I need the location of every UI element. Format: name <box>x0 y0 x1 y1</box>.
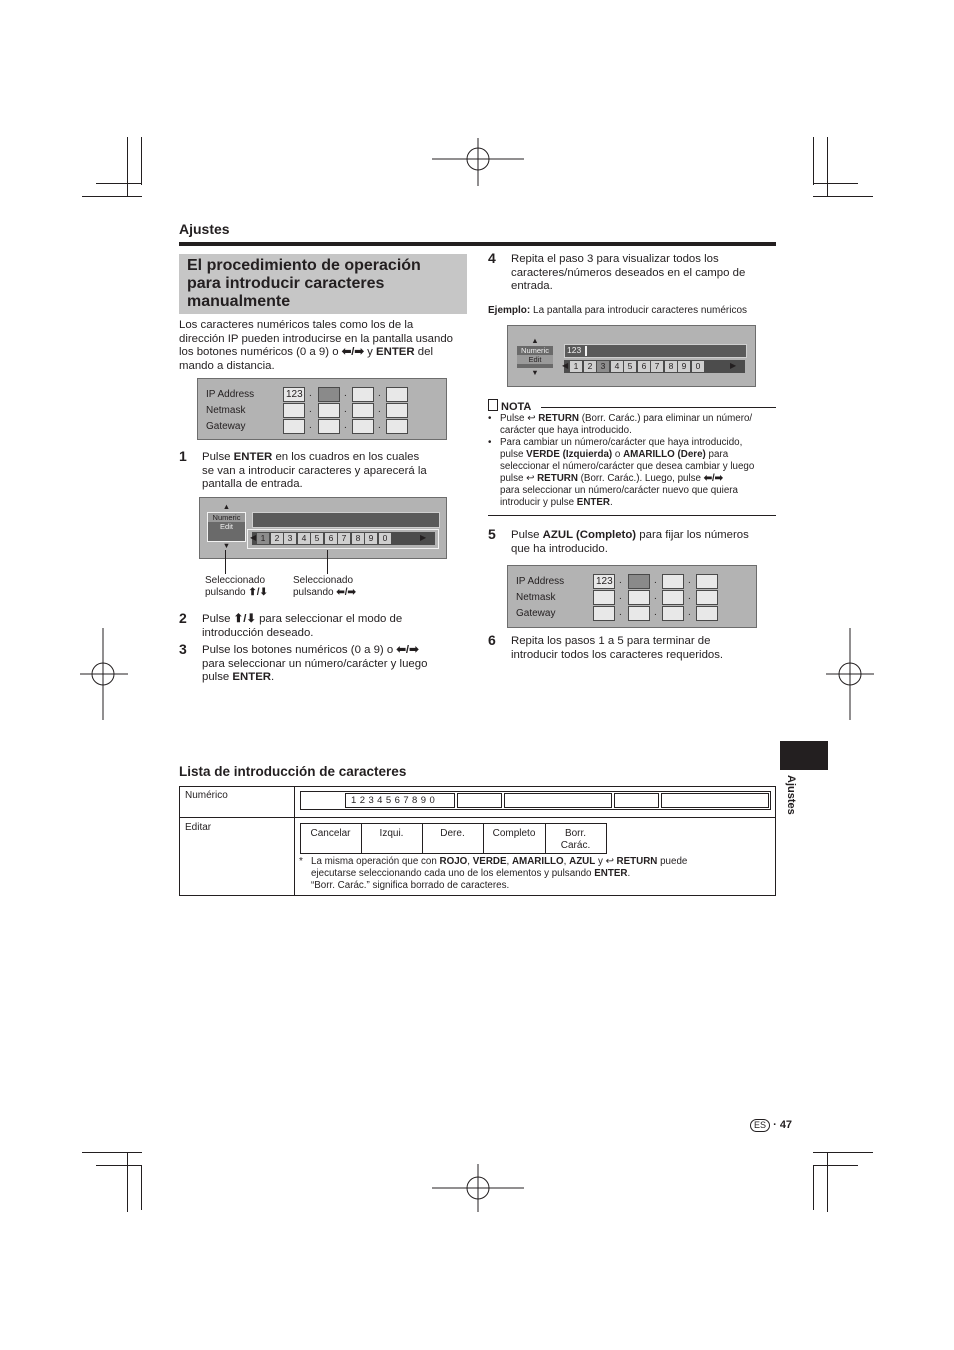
row-label-numeric: Numérico <box>185 790 228 801</box>
intro-line: dirección IP pueden introducirse en la pantalla usando <box>179 332 453 345</box>
registration-mark-top <box>432 138 524 186</box>
key-5[interactable]: 5 <box>624 361 636 372</box>
footnote-star: * <box>299 856 303 867</box>
fn-text: , <box>467 856 473 867</box>
caption-text <box>205 587 268 599</box>
step-line <box>202 671 467 685</box>
dot: . <box>344 388 347 399</box>
step-text: para seleccionar el modo de <box>255 613 403 625</box>
key-7[interactable]: 7 <box>338 533 350 544</box>
intro-line: mando a distancia. <box>179 359 275 372</box>
dot: . <box>619 607 622 618</box>
netmask-field[interactable] <box>386 403 408 418</box>
entry-input-field[interactable] <box>252 512 440 528</box>
key-8[interactable]: 8 <box>665 361 677 372</box>
note-rule-top <box>541 407 776 408</box>
registration-mark-right <box>826 628 874 720</box>
mode-numeric[interactable]: Numeric <box>521 346 549 355</box>
azul-label: AZUL (Completo) <box>542 529 637 541</box>
step-line <box>202 644 467 658</box>
note-text: (Borr. Carác.). Luego, pulse <box>577 473 704 484</box>
numeric-box <box>614 793 659 808</box>
note-icon <box>488 399 498 411</box>
left-right-arrows-icon: ⬅/➡ <box>396 644 419 656</box>
fn-text: La misma operación que con <box>311 856 440 867</box>
enter-key-label: ENTER <box>594 868 628 879</box>
step-3-text <box>202 644 467 685</box>
note-text: o <box>612 449 624 460</box>
heading <box>187 257 462 311</box>
note-title: NOTA <box>501 401 532 413</box>
netmask-field[interactable] <box>696 590 718 605</box>
ip-field[interactable]: 123 <box>283 387 305 402</box>
note-text: introducir y pulse <box>500 497 577 508</box>
key-6[interactable]: 6 <box>638 361 650 372</box>
step-2-text <box>202 613 467 640</box>
note-text: pulse <box>500 449 527 460</box>
step-text: Pulse los botones numéricos (0 a 9) o <box>202 644 397 656</box>
netmask-field[interactable] <box>628 590 650 605</box>
up-down-arrows-icon: ⬆/⬇ <box>248 587 268 598</box>
gateway-field[interactable] <box>696 606 718 621</box>
caption-text: pulsando <box>293 587 337 598</box>
step-text: Pulse <box>511 529 543 541</box>
enter-key-label: ENTER <box>576 497 610 508</box>
step-text: . <box>271 671 275 683</box>
step-number: 1 <box>179 448 187 464</box>
dot: . <box>619 575 622 586</box>
step-1-text <box>202 451 467 492</box>
fn-text: , <box>563 856 570 867</box>
note-header <box>488 399 531 413</box>
example-entry-panel <box>507 325 756 387</box>
step-number: 5 <box>488 526 496 542</box>
step-line: para seleccionar un número/carácter y luego <box>202 657 428 670</box>
dot: . <box>378 404 381 415</box>
numeric-box <box>661 793 769 808</box>
numeric-box <box>457 793 502 808</box>
language-badge: ES <box>750 1119 770 1132</box>
entry-input-field[interactable] <box>564 344 747 358</box>
fn-text: . <box>627 868 631 879</box>
caption-text <box>293 587 356 599</box>
key-2[interactable]: 2 <box>271 533 283 544</box>
mode-up-arrow-icon: ▲ <box>531 336 539 345</box>
note-list <box>488 413 778 509</box>
netmask-field[interactable] <box>662 590 684 605</box>
footnote-line <box>311 856 771 868</box>
intro-text: y <box>363 346 377 358</box>
caption-text: pulsando <box>205 587 249 598</box>
ip-settings-panel-1 <box>197 378 447 440</box>
numeric-box <box>504 793 612 808</box>
step-text: Pulse <box>202 613 234 625</box>
key-3[interactable]: 3 <box>597 361 609 372</box>
note-line: para seleccionar un número/carácter nuevo que quiera <box>500 485 738 496</box>
fn-text: , <box>506 856 512 867</box>
note-text: Pulse <box>500 413 528 424</box>
gateway-field[interactable] <box>283 419 305 434</box>
step-number: 4 <box>488 250 496 266</box>
left-right-arrows-icon: ⬅/➡ <box>341 346 364 358</box>
key-5[interactable]: 5 <box>311 533 323 544</box>
edit-borrar: Borr. Carác. <box>560 828 591 851</box>
amarillo-label: AMARILLO <box>511 856 564 867</box>
dot: . <box>688 575 691 586</box>
left-right-arrows-icon: ⬅/➡ <box>336 587 356 598</box>
heading-line-3: manualmente <box>187 293 291 310</box>
mode-down-arrow-icon: ▼ <box>222 541 231 550</box>
intro-line: Los caracteres numéricos tales como los de la <box>179 319 414 331</box>
key-8[interactable]: 8 <box>352 533 364 544</box>
left-right-arrows-icon: ⬅/➡ <box>703 473 723 484</box>
step-line: Repita los pasos 1 a 5 para terminar de <box>511 635 711 647</box>
note-text: . <box>610 497 613 508</box>
key-4[interactable]: 4 <box>611 361 623 372</box>
step-5-text <box>511 529 776 556</box>
key-2[interactable]: 2 <box>584 361 596 372</box>
gateway-field[interactable] <box>386 419 408 434</box>
verde-label: VERDE <box>472 856 507 867</box>
mode-up-arrow-icon: ▲ <box>222 502 231 511</box>
key-left-arrow-icon[interactable]: ◀ <box>562 361 569 370</box>
edit-cancelar: Cancelar <box>310 828 351 839</box>
step-line: introducción deseado. <box>202 626 314 639</box>
bullet: • <box>488 413 492 424</box>
ip-address-label: IP Address <box>516 576 565 587</box>
gateway-field[interactable] <box>318 419 340 434</box>
key-6[interactable]: 6 <box>325 533 337 544</box>
heading-line-2: para introducir caracteres <box>187 275 385 292</box>
ip-field[interactable] <box>628 574 650 589</box>
caption-left <box>205 575 268 599</box>
registration-mark-left <box>80 628 128 720</box>
dot: . <box>688 591 691 602</box>
key-0[interactable]: 0 <box>692 361 704 372</box>
note-text: (Borr. Carác.) para eliminar un número/ <box>579 413 753 424</box>
table-divider-v <box>294 786 295 896</box>
mode-down-arrow-icon: ▼ <box>531 368 539 377</box>
step-text: para fijar los números <box>636 529 749 541</box>
dot: . <box>344 404 347 415</box>
note-item <box>488 413 778 437</box>
note-line <box>500 497 778 509</box>
amarillo-label: AMARILLO (Dere) <box>623 449 706 460</box>
intro-text: del <box>414 346 433 358</box>
text-cursor <box>585 346 587 356</box>
step-line: pantalla de entrada. <box>202 478 303 490</box>
note-line: carácter que haya introducido. <box>500 425 632 436</box>
ip-field[interactable]: 123 <box>593 574 615 589</box>
ip-field[interactable] <box>318 387 340 402</box>
enter-key-label: ENTER <box>233 451 273 463</box>
gateway-label: Gateway <box>516 608 556 619</box>
dot: . <box>619 591 622 602</box>
note-rule-bottom <box>488 515 776 516</box>
example-caption <box>488 305 747 317</box>
section-title: Ajustes <box>179 221 230 237</box>
key-bar-highlight <box>247 529 439 549</box>
footnote <box>311 856 771 892</box>
note-line <box>500 449 778 461</box>
return-icon: ↩ <box>527 413 536 424</box>
list-title: Lista de introducción de caracteres <box>179 764 407 779</box>
key-3[interactable]: 3 <box>284 533 296 544</box>
return-icon: ↩ <box>526 473 535 484</box>
rojo-label: ROJO <box>439 856 468 867</box>
dot: . <box>344 420 347 431</box>
row-label-edit: Editar <box>185 822 212 833</box>
step-number: 2 <box>179 610 187 626</box>
enter-key-label: ENTER <box>232 671 272 683</box>
dot: . <box>654 607 657 618</box>
page-number: 47 <box>779 1119 793 1131</box>
intro-text: los botones numéricos (0 a 9) o <box>179 346 342 358</box>
netmask-label: Netmask <box>206 405 246 416</box>
step-line <box>511 529 776 543</box>
netmask-field[interactable] <box>352 403 374 418</box>
registration-mark-bottom <box>432 1164 524 1212</box>
step-line: entrada. <box>511 280 553 292</box>
return-label: RETURN <box>537 473 578 484</box>
example-label: Ejemplo: <box>488 305 531 316</box>
note-text: pulse <box>500 473 527 484</box>
footnote-line: “Borr. Carác.” significa borrado de caracteres. <box>311 880 510 891</box>
gateway-field[interactable] <box>593 606 615 621</box>
gateway-field[interactable] <box>352 419 374 434</box>
gateway-label: Gateway <box>206 421 246 432</box>
netmask-field[interactable] <box>593 590 615 605</box>
caption-text: Seleccionado <box>293 575 354 586</box>
step-number: 3 <box>179 641 187 657</box>
callout-line <box>225 550 226 574</box>
section-rule <box>179 242 776 246</box>
note-line <box>500 413 778 425</box>
verde-label: VERDE (Izquierda) <box>526 449 613 460</box>
key-9[interactable]: 9 <box>365 533 377 544</box>
intro-paragraph <box>179 319 469 373</box>
ip-field[interactable] <box>696 574 718 589</box>
step-text: pulse <box>202 671 233 683</box>
dot: . <box>654 591 657 602</box>
caption-right <box>293 575 356 599</box>
enter-key-label: ENTER <box>376 346 415 358</box>
dot: . <box>378 420 381 431</box>
key-right-arrow-icon[interactable]: ▶ <box>420 533 427 542</box>
heading-line-1: El procedimiento de operación <box>187 257 421 274</box>
fn-text: y <box>595 856 606 867</box>
mode-edit[interactable]: Edit <box>517 355 553 364</box>
page-footer <box>750 1119 792 1132</box>
mode-selector[interactable] <box>517 336 553 377</box>
mode-edit[interactable]: Edit <box>220 522 233 531</box>
side-tab-block <box>780 741 828 770</box>
return-label: RETURN <box>538 413 580 424</box>
key-0[interactable]: 0 <box>379 533 391 544</box>
key-right-arrow-icon[interactable]: ▶ <box>730 361 737 370</box>
up-down-arrows-icon: ⬆/⬇ <box>233 613 256 625</box>
fn-text: ejecutarse seleccionando cada uno de los elementos y pulsando <box>311 868 595 879</box>
dot: . <box>309 388 312 399</box>
ip-field[interactable] <box>386 387 408 402</box>
table-divider-h <box>179 817 776 818</box>
ip-field[interactable] <box>352 387 374 402</box>
callout-line <box>327 550 328 574</box>
step-text: Pulse <box>202 451 234 463</box>
step-line: que ha introducido. <box>511 542 608 555</box>
ip-settings-panel-2 <box>507 565 757 628</box>
step-line: caracteres/números deseados en el campo de <box>511 266 746 279</box>
step-line <box>202 451 467 465</box>
netmask-label: Netmask <box>516 592 556 603</box>
step-number: 6 <box>488 632 496 648</box>
step-line: Repita el paso 3 para visualizar todos los <box>511 253 719 265</box>
entry-screen-panel <box>199 497 447 559</box>
gateway-field[interactable] <box>628 606 650 621</box>
key-7[interactable]: 7 <box>651 361 663 372</box>
note-text: para <box>705 449 729 460</box>
note-line: seleccionar el número/carácter que desea cambiar y luego <box>500 461 755 472</box>
intro-line <box>179 346 469 360</box>
step-6-text <box>511 635 776 662</box>
note-line <box>500 473 778 485</box>
bullet: • <box>488 437 492 448</box>
edit-derecha: Dere. <box>440 828 465 839</box>
dot: . <box>309 404 312 415</box>
edit-izquierda: Izqui. <box>379 828 404 839</box>
note-line: Para cambiar un número/carácter que haya introducido, <box>500 437 743 448</box>
fn-text: puede <box>657 856 688 867</box>
numeric-digits: 1 2 3 4 5 6 7 8 9 0 <box>351 795 436 806</box>
dot: . <box>688 607 691 618</box>
step-line: introducir todos los caracteres requeridos. <box>511 648 724 661</box>
netmask-field[interactable] <box>318 403 340 418</box>
dot: . <box>654 575 657 586</box>
step-4-text <box>511 253 776 294</box>
netmask-field[interactable] <box>283 403 305 418</box>
key-left-arrow-icon[interactable]: ◀ <box>250 533 257 542</box>
mode-numeric[interactable]: Numeric <box>208 513 245 522</box>
key-1[interactable]: 1 <box>257 533 269 544</box>
caption-text: Seleccionado <box>205 575 266 586</box>
side-tab-label: Ajustes <box>785 775 797 815</box>
ip-address-label: IP Address <box>206 389 255 400</box>
entry-value: 123 <box>567 345 582 355</box>
return-icon: ↩ <box>605 856 614 867</box>
gateway-field[interactable] <box>662 606 684 621</box>
step-line <box>202 613 467 627</box>
return-label: RETURN <box>616 856 658 867</box>
note-item <box>488 437 778 509</box>
key-9[interactable]: 9 <box>678 361 690 372</box>
step-text: en los cuadros en los cuales <box>272 451 420 463</box>
ip-field[interactable] <box>662 574 684 589</box>
step-line: se van a introducir caracteres y aparecerá la <box>202 464 427 477</box>
azul-label: AZUL <box>569 856 596 867</box>
key-4[interactable]: 4 <box>298 533 310 544</box>
example-text: La pantalla para introducir caracteres numéricos <box>530 305 748 316</box>
footer-separator: · <box>773 1119 777 1131</box>
mode-selector[interactable] <box>207 502 246 550</box>
footnote-line <box>311 868 771 880</box>
key-1[interactable]: 1 <box>570 361 582 372</box>
dot: . <box>309 420 312 431</box>
dot: . <box>378 388 381 399</box>
edit-completo: Completo <box>492 828 536 839</box>
